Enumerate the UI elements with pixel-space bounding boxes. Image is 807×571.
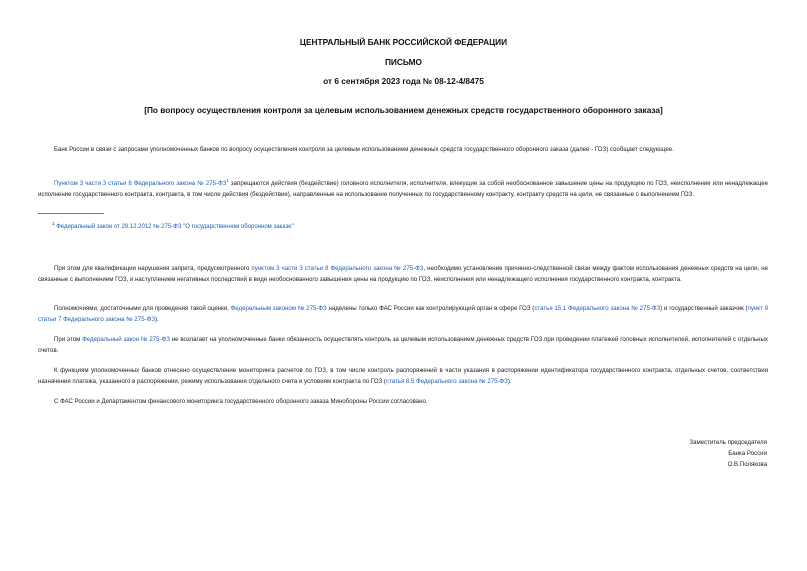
paragraph-6-text-a: К функциям уполномоченных банков отнесено осуществление мониторинга расчетов по ГОЗ, в том числе контроль распоряжений в части указания в распоряжении идентификатора государственного контракта, отдельных счетов, соответствия назначения платежа, указанного в распоряжении, режиму использования отдельного счета и условиям контракта по ГОЗ ( <box>38 367 768 385</box>
footnote-divider <box>38 213 104 214</box>
paragraph-4-text-b: наделены только ФАС России как контролирующий орган в сфере ГОЗ ( <box>328 305 535 312</box>
footnote-ref[interactable]: 1 <box>226 178 229 183</box>
paragraph-4-text-c: ) и государственный заказчик ( <box>660 305 748 312</box>
issuer-title: ЦЕНТРАЛЬНЫЙ БАНК РОССИЙСКОЙ ФЕДЕРАЦИИ <box>299 37 508 47</box>
paragraph-7-text: С ФАС России и Департаментом финансового мониторинга государственного оборонного заказа Минобороны России согласовано. <box>54 398 428 405</box>
paragraph-6 <box>38 365 768 387</box>
document-type: ПИСЬМО <box>384 57 423 67</box>
law-link[interactable]: Федеральным законом № 275-ФЗ <box>230 305 327 312</box>
signer-title: Заместитель председателя <box>689 439 767 446</box>
paragraph-4 <box>38 303 768 325</box>
paragraph-2-text: запрещаются действия (бездействие) головного исполнителя, исполнителя, влекущие за собой необоснованное завышение цены на продукцию по ГОЗ, неисполнение или ненадлежащее исполнение государственного контракта, контракта, в том числе действия (бездействие), направленные на использование полученных по государственному контракту, контракту средств на цели, не связанные с выполнением ГОЗ. <box>38 180 768 199</box>
law-link[interactable]: Федеральный закон № 275-ФЗ <box>82 336 170 343</box>
paragraph-6-text-b: ). <box>507 378 512 385</box>
footnote-law-link[interactable]: Федеральный закон от 29.12.2012 № 275-ФЗ "О государственном оборонном заказе" <box>56 224 294 230</box>
paragraph-2 <box>38 175 768 200</box>
paragraph-1 <box>38 144 768 155</box>
paragraph-3 <box>38 263 768 285</box>
article-link[interactable]: статья 8.5 Федерального закона № 275-ФЗ <box>385 378 508 385</box>
paragraph-5 <box>38 334 768 356</box>
paragraph-5-text-b: не возлагает на уполномоченные банки обязанность осуществлять контроль за целевым использованием денежных средств ГОЗ при проведении платежей головных исполнителей, исполнителей с отдельных счетов. <box>38 336 768 354</box>
paragraph-3-text-b: , необходимо установление причинно-следственной связи между фактом использования денежных средств на цели, не связанные с выполнением ГОЗ, и наступлением негативных последствий в виде необоснованного завышения цены на продукцию по ГОЗ, неисполнения или ненадлежащего исполнения государственного контракта, контракта. <box>38 265 768 283</box>
article-link[interactable]: пункт 9 статьи 7 Федерального закона № 275-ФЗ <box>38 305 768 323</box>
signer-name: О.В.Полякова <box>727 461 767 468</box>
paragraph-3-text-a: При этом для квалификации нарушения запрета, предусмотренного <box>54 265 250 272</box>
footnote <box>52 221 294 230</box>
footnote-number: 1 <box>52 221 55 226</box>
paragraph-4-text-a: Полномочиями, достаточными для проведения такой оценки, <box>54 305 229 312</box>
document-subject: [По вопросу осуществления контроля за целевым использованием денежных средств государственного оборонного заказа] <box>144 105 663 115</box>
document-date-number: от 6 сентября 2023 года № 08-12-4/8475 <box>323 76 484 86</box>
paragraph-4-text-d: ). <box>154 316 159 323</box>
law-link[interactable]: Пунктом 3 части 3 статьи 8 Федерального закона № 275-ФЗ <box>54 180 227 188</box>
law-link[interactable]: пунктом 3 части 3 статьи 8 Федерального закона № 275-ФЗ <box>251 265 424 272</box>
article-link[interactable]: статья 15.1 Федерального закона № 275-ФЗ <box>534 305 661 312</box>
paragraph-7 <box>38 396 768 407</box>
signer-org: Банка России <box>728 450 767 457</box>
paragraph-5-text-a: При этом <box>54 336 81 343</box>
signature-block <box>689 437 767 470</box>
paragraph-1-text: Банк России в связи с запросами уполномоченных банков по вопросу осуществления контроля за целевым использованием денежных средств государственного оборонного заказа (далее - ГОЗ) сообщает следующее. <box>54 146 674 153</box>
